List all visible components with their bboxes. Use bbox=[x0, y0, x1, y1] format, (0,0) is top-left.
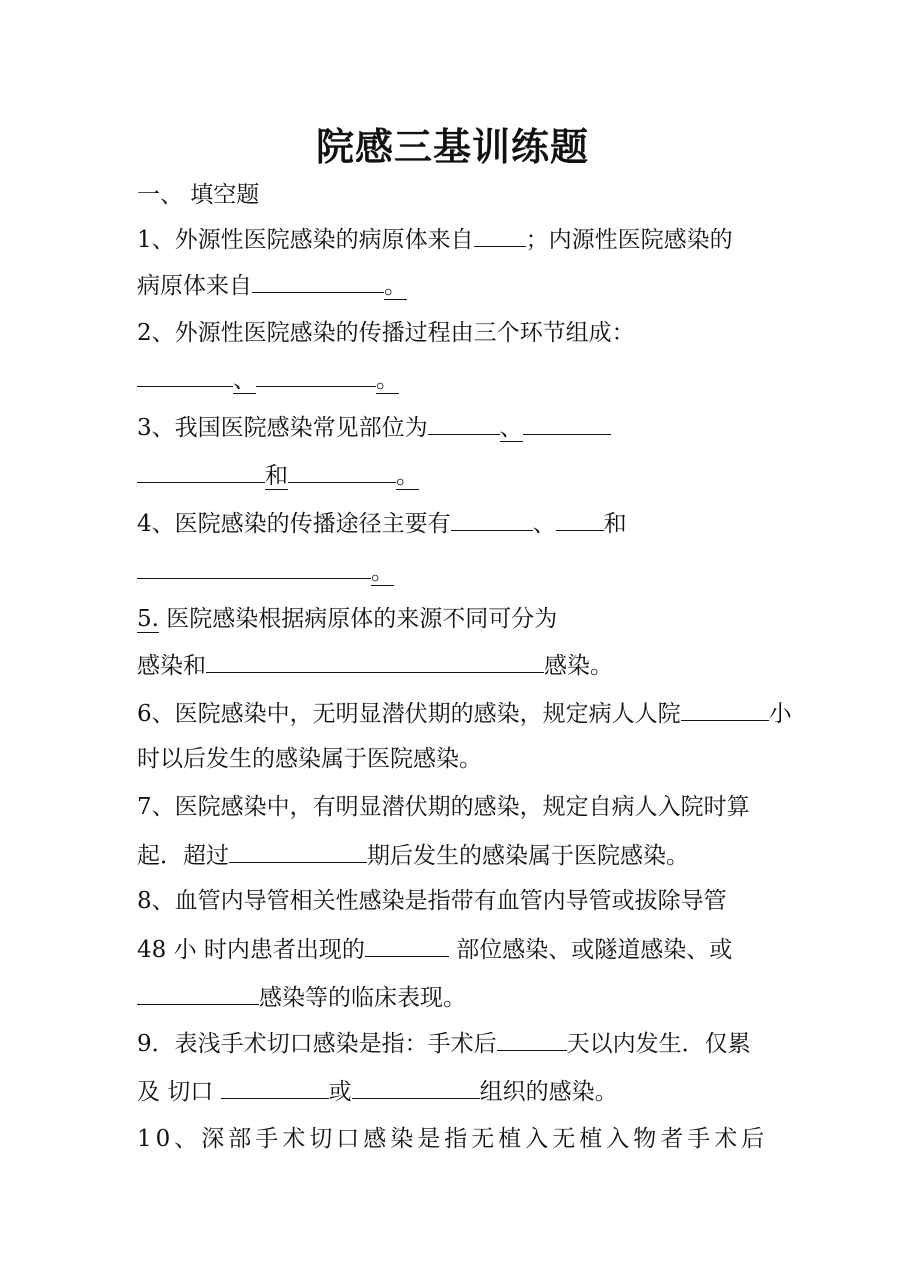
question-10-line-1: 10、深部手术切口感染是指无植入无植入物者手术后 bbox=[137, 1126, 769, 1152]
q8-text-2: 部位感染、或隧道感染、或 bbox=[448, 937, 733, 963]
q9-text-4: 或 bbox=[328, 1079, 352, 1105]
q9-text: 9．表浅手术切口感染是指：手术后 bbox=[137, 1031, 497, 1057]
q1-text: 1、外源性医院感染的病原体来自 bbox=[137, 227, 474, 253]
question-4-line-1 bbox=[137, 508, 627, 539]
q2-blank-2[interactable] bbox=[256, 364, 376, 387]
q9-text-3: 及 切口 bbox=[137, 1079, 221, 1105]
q5-blank-1[interactable] bbox=[206, 650, 544, 673]
question-5-line-2 bbox=[137, 650, 613, 681]
q6-text-2: 小 bbox=[768, 701, 792, 727]
q4-blank-2[interactable] bbox=[556, 508, 604, 531]
question-1-line-2 bbox=[137, 270, 407, 301]
question-6-line-2: 时以后发生的感染属于医院感染。 bbox=[137, 746, 482, 772]
question-8-line-1: 8、血管内导管相关性感染是指带有血管内导管或拔除导管 bbox=[137, 888, 727, 914]
q3-and: 和 bbox=[265, 463, 288, 489]
q1-blank-1[interactable] bbox=[474, 224, 526, 247]
q3-blank-3[interactable] bbox=[137, 460, 265, 483]
q5-text: 医院感染根据病原体的来源不同可分为 bbox=[158, 606, 558, 632]
question-8-line-2 bbox=[137, 934, 732, 965]
question-9-line-2 bbox=[137, 1076, 618, 1107]
q4-and: 和 bbox=[603, 511, 627, 537]
question-7-line-2 bbox=[137, 840, 689, 871]
q9-blank-1[interactable] bbox=[497, 1028, 567, 1051]
q5-text-2: 感染和 bbox=[137, 653, 206, 679]
q3-text: 3、我国医院感染常见部位为 bbox=[137, 415, 428, 441]
question-3-line-1 bbox=[137, 412, 611, 443]
q6-blank-1[interactable] bbox=[681, 698, 769, 721]
q1-text-3: 病原体来自 bbox=[137, 273, 252, 299]
question-6-line-1 bbox=[137, 698, 792, 729]
question-7-line-1: 7、医院感染中，有明显潜伏期的感染，规定自病人入院时算 bbox=[137, 794, 750, 820]
q6-text: 6、医院感染中，无明显潜伏期的感染，规定病人人院 bbox=[137, 701, 681, 727]
question-9-line-1 bbox=[137, 1028, 751, 1059]
q9-text-2: 天以内发生．仅累 bbox=[566, 1031, 751, 1057]
question-2-line-1: 2、外源性医院感染的传播过程由三个环节组成： bbox=[137, 320, 635, 346]
q4-end: 。 bbox=[371, 559, 394, 585]
q9-blank-2[interactable] bbox=[221, 1076, 329, 1099]
q3-blank-2[interactable] bbox=[523, 412, 611, 435]
q3-blank-4[interactable] bbox=[288, 460, 396, 483]
page-title: 院感三基训练题 bbox=[315, 124, 589, 169]
q7-text: 起．超过 bbox=[137, 843, 229, 869]
q2-blank-1[interactable] bbox=[137, 364, 233, 387]
q8-blank-1[interactable] bbox=[365, 934, 449, 957]
q4-blank-3[interactable] bbox=[137, 556, 371, 579]
q4-blank-1[interactable] bbox=[451, 508, 533, 531]
q4-sep: 、 bbox=[532, 511, 556, 537]
section-heading: 一、 填空题 bbox=[137, 182, 260, 208]
q2-sep: 、 bbox=[233, 367, 256, 393]
question-1-line-1 bbox=[137, 224, 733, 255]
question-8-line-3 bbox=[137, 982, 466, 1013]
q5-text-3: 感染。 bbox=[544, 653, 613, 679]
question-5-line-1 bbox=[137, 604, 557, 634]
q8-text: 48 小 时内患者出现的 bbox=[137, 937, 365, 963]
q1-end: 。 bbox=[384, 273, 407, 299]
q3-end: 。 bbox=[396, 463, 419, 489]
q5-number: 5. bbox=[137, 606, 159, 632]
q9-blank-3[interactable] bbox=[352, 1076, 480, 1099]
q8-blank-2[interactable] bbox=[137, 982, 259, 1005]
question-4-line-2 bbox=[137, 556, 394, 587]
q7-text-2: 期后发生的感染属于医院感染。 bbox=[367, 843, 689, 869]
q7-blank-1[interactable] bbox=[229, 840, 367, 863]
q1-blank-2[interactable] bbox=[252, 270, 384, 293]
q1-text-2: ；内源性医院感染的 bbox=[525, 227, 733, 253]
q3-sep: 、 bbox=[499, 415, 523, 441]
q4-text: 4、医院感染的传播途径主要有 bbox=[137, 511, 451, 537]
question-3-line-2 bbox=[137, 460, 419, 491]
question-2-line-2 bbox=[137, 364, 399, 395]
q3-blank-1[interactable] bbox=[428, 412, 500, 435]
q9-text-5: 组织的感染。 bbox=[479, 1079, 618, 1105]
q8-text-3: 感染等的临床表现。 bbox=[259, 985, 466, 1011]
q2-end: 。 bbox=[376, 367, 399, 393]
